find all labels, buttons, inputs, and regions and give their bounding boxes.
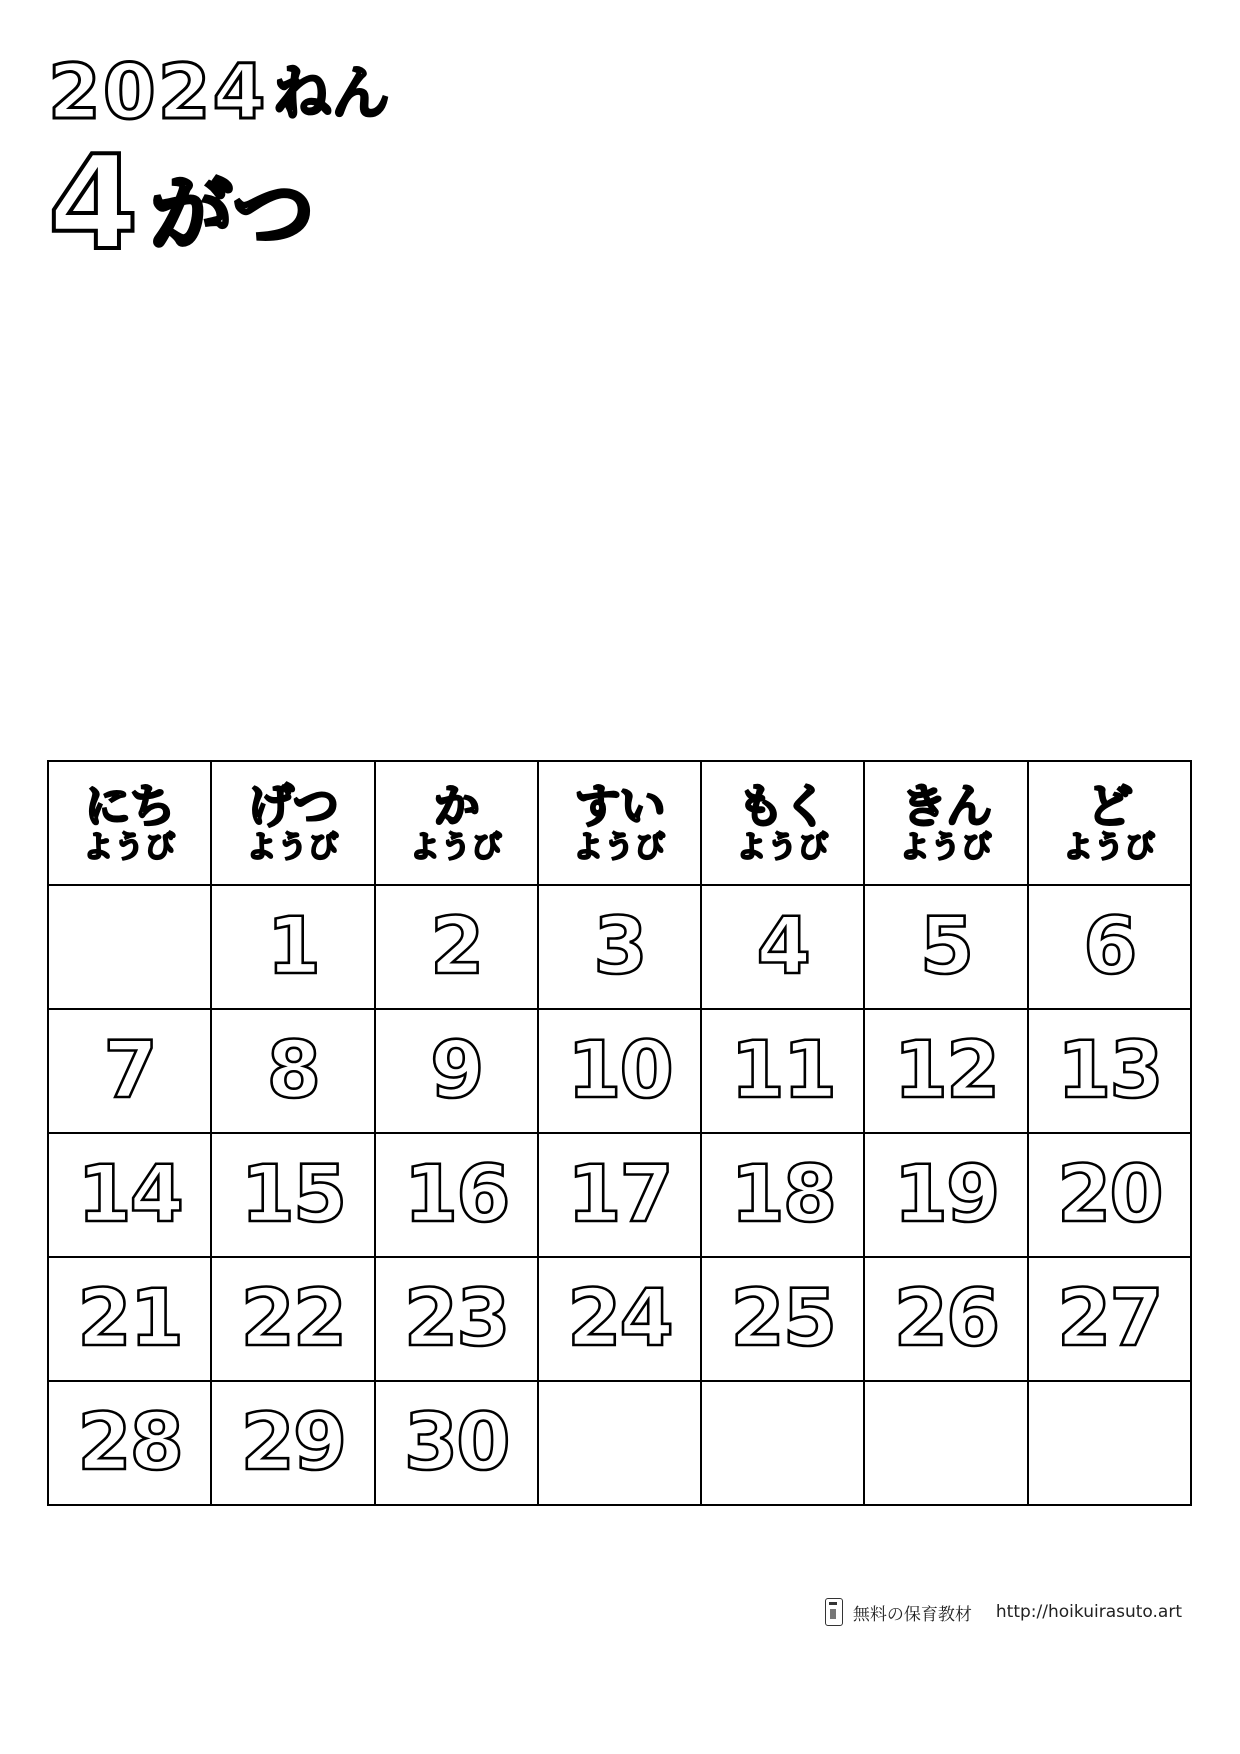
day-cell	[1028, 1133, 1191, 1257]
day-number: 29	[240, 1398, 346, 1488]
weekday-label-sub: ようび	[246, 830, 340, 865]
day-cell	[211, 1381, 374, 1505]
title-year-row	[48, 42, 390, 136]
footer-credit-text: 無料の保育教材	[852, 1604, 972, 1625]
day-number: 18	[730, 1150, 836, 1240]
weekday-header-thursday	[701, 761, 864, 885]
day-cell	[375, 1381, 538, 1505]
day-number: 20	[1057, 1150, 1162, 1240]
day-cell	[1028, 1381, 1191, 1505]
weekday-label-main: か	[433, 779, 479, 833]
day-cell	[864, 1133, 1027, 1257]
day-cell	[1028, 885, 1191, 1009]
day-cell	[701, 1257, 864, 1381]
weekday-header-monday	[211, 761, 374, 885]
day-number: 2	[430, 902, 483, 992]
weekday-label-main: にち	[84, 779, 175, 833]
day-number: 8	[266, 1026, 320, 1116]
footer-credit	[0, 1598, 1240, 1626]
day-cell	[538, 1009, 701, 1133]
day-number: 14	[77, 1150, 182, 1240]
day-cell	[48, 1257, 211, 1381]
calendar-week-row	[48, 1009, 1191, 1133]
day-cell	[48, 1133, 211, 1257]
calendar-week-row	[48, 1381, 1191, 1505]
day-number: 21	[77, 1274, 182, 1364]
title-year-suffix: ねん	[273, 59, 390, 128]
day-cell	[538, 1381, 701, 1505]
day-cell	[211, 885, 374, 1009]
day-number: 6	[1083, 902, 1136, 992]
day-cell	[1028, 1257, 1191, 1381]
day-number: 3	[593, 902, 646, 992]
day-cell	[538, 1257, 701, 1381]
weekday-label-main: げつ	[247, 779, 338, 833]
day-cell	[864, 1009, 1027, 1133]
day-cell	[375, 1133, 538, 1257]
weekday-label-main: もく	[737, 779, 828, 833]
day-number: 13	[1057, 1026, 1162, 1116]
weekday-label-sub: ようび	[899, 830, 993, 865]
day-number: 30	[403, 1398, 509, 1488]
day-cell	[375, 1009, 538, 1133]
day-cell	[375, 1257, 538, 1381]
day-cell	[48, 885, 211, 1009]
weekday-label-sub: ようび	[736, 830, 830, 865]
weekday-label-sub: ようび	[409, 830, 503, 865]
weekday-header-saturday	[1028, 761, 1191, 885]
weekday-header-tuesday	[375, 761, 538, 885]
day-cell	[701, 1133, 864, 1257]
weekday-label-main: ど	[1086, 779, 1132, 833]
day-cell	[864, 1257, 1027, 1381]
day-number: 24	[567, 1274, 672, 1364]
title-month: 4	[48, 127, 139, 279]
calendar-header	[48, 761, 1191, 885]
day-number: 26	[893, 1274, 999, 1364]
day-number: 22	[240, 1274, 346, 1364]
page-title	[48, 42, 390, 279]
day-number: 12	[893, 1026, 999, 1116]
day-number: 27	[1057, 1274, 1162, 1364]
day-cell	[701, 885, 864, 1009]
day-number: 11	[730, 1026, 836, 1116]
day-cell	[211, 1257, 374, 1381]
day-cell	[538, 885, 701, 1009]
weekday-header-row	[48, 761, 1191, 885]
day-number: 25	[730, 1274, 836, 1364]
day-number: 23	[403, 1274, 509, 1364]
day-cell	[211, 1133, 374, 1257]
weekday-label-main: きん	[901, 779, 992, 833]
weekday-label-main: すい	[574, 779, 665, 833]
calendar-body	[48, 885, 1191, 1505]
day-cell	[701, 1009, 864, 1133]
day-cell	[211, 1009, 374, 1133]
day-cell	[375, 885, 538, 1009]
day-cell	[864, 885, 1027, 1009]
weekday-header-sunday	[48, 761, 211, 885]
title-month-suffix: がつ	[150, 167, 315, 262]
calendar-grid	[47, 760, 1192, 1506]
day-number: 10	[567, 1026, 672, 1116]
weekday-label-sub: ようび	[572, 830, 666, 865]
calendar-week-row	[48, 1133, 1191, 1257]
weekday-header-friday	[864, 761, 1027, 885]
day-number: 7	[103, 1026, 156, 1116]
day-number: 4	[756, 902, 809, 992]
day-cell	[864, 1381, 1027, 1505]
weekday-header-wednesday	[538, 761, 701, 885]
weekday-label-sub: ようび	[1062, 830, 1156, 865]
day-cell	[701, 1381, 864, 1505]
day-cell	[538, 1133, 701, 1257]
title-year: 2024	[48, 46, 268, 136]
day-number: 17	[567, 1150, 672, 1240]
day-number: 5	[919, 902, 973, 992]
day-number: 19	[893, 1150, 999, 1240]
day-number: 1	[266, 902, 320, 992]
crayon-icon	[825, 1598, 843, 1626]
day-number: 9	[430, 1026, 483, 1116]
day-cell	[1028, 1009, 1191, 1133]
day-number: 16	[403, 1150, 509, 1240]
footer-url: http://hoikuirasuto.art	[995, 1602, 1182, 1622]
weekday-label-sub: ようび	[83, 830, 177, 865]
day-cell	[48, 1381, 211, 1505]
day-number: 15	[240, 1150, 346, 1240]
day-cell	[48, 1009, 211, 1133]
day-number: 28	[77, 1398, 182, 1488]
calendar-week-row	[48, 1257, 1191, 1381]
title-month-row	[48, 127, 390, 279]
calendar-week-row	[48, 885, 1191, 1009]
